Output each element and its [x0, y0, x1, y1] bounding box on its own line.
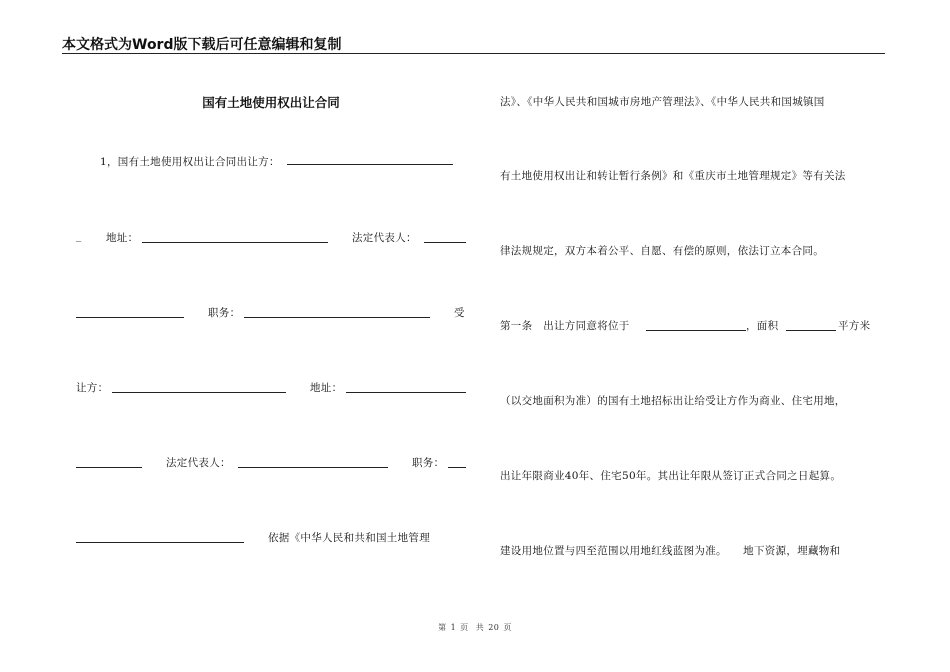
grantee-label: 让方：	[76, 382, 109, 394]
legal-rep-label-2: 法定代表人：	[166, 457, 231, 469]
location-blank	[646, 320, 746, 331]
right-line-1: 法》、《中华人民共和国城市房地产管理法》、《中华人民共和国城镇国	[500, 96, 825, 108]
underscore-mark: _	[76, 230, 82, 242]
right-line-5: （以交地面积为准）的国有土地招标出让给受让方作为商业、住宅用地，	[500, 395, 846, 407]
footer-page-prefix: 第	[438, 623, 447, 632]
blank-field-2	[76, 457, 142, 468]
basis-text: 依据《中华人民和共和国土地管理	[268, 532, 430, 544]
blank-field-3	[76, 532, 244, 543]
document-title: 国有土地使用权出让合同	[202, 95, 340, 110]
footer-total-suffix: 页	[503, 623, 512, 632]
position-blank-2	[448, 457, 466, 468]
grantee-prefix: 受	[454, 307, 465, 319]
address-blank	[142, 232, 328, 243]
legal-rep-blank	[424, 232, 466, 243]
left-line-1	[100, 154, 453, 169]
footer-page-suffix: 页	[460, 623, 469, 632]
right-line-6: 出让年限商业40年、住宅50年。其出让年限从签订正式合同之日起算。	[500, 470, 842, 482]
footer-total-pages: 20	[488, 623, 500, 632]
position-label: 职务：	[208, 307, 241, 319]
footer-page-number: 1	[450, 623, 457, 632]
grantee-blank	[112, 382, 286, 393]
square-meters-label: 平方米	[838, 320, 871, 332]
position-label-2: 职务：	[412, 457, 445, 469]
address-blank-2	[346, 382, 466, 393]
area-blank	[786, 320, 836, 331]
header-divider	[62, 53, 885, 54]
article-one-label: 第一条 出让方同意将位于	[500, 320, 630, 332]
contract-grantor-label: 1，国有土地使用权出让合同出让方：	[100, 156, 280, 168]
grantor-blank	[287, 154, 453, 165]
blank-field	[76, 307, 184, 318]
document-header: 本文格式为Word版下载后可任意编辑和复制	[62, 37, 342, 53]
footer-total-prefix: 共	[475, 623, 485, 632]
legal-rep-label: 法定代表人：	[352, 232, 417, 244]
address-label-2: 地址：	[310, 382, 343, 394]
position-blank	[244, 307, 430, 318]
right-line-2: 有土地使用权出让和转让暂行条例》和《重庆市土地管理规定》等有关法	[500, 170, 846, 182]
address-label: 地址：	[106, 232, 139, 244]
right-line-3: 律法规规定，双方本着公平、自愿、有偿的原则，依法订立本合同。	[500, 245, 824, 257]
legal-rep-blank-2	[238, 457, 388, 468]
area-label: ，面积	[746, 320, 779, 332]
page-footer	[0, 622, 950, 633]
right-line-7: 建设用地位置与四至范围以用地红线蓝图为准。 地下资源，埋藏物和	[500, 545, 841, 557]
